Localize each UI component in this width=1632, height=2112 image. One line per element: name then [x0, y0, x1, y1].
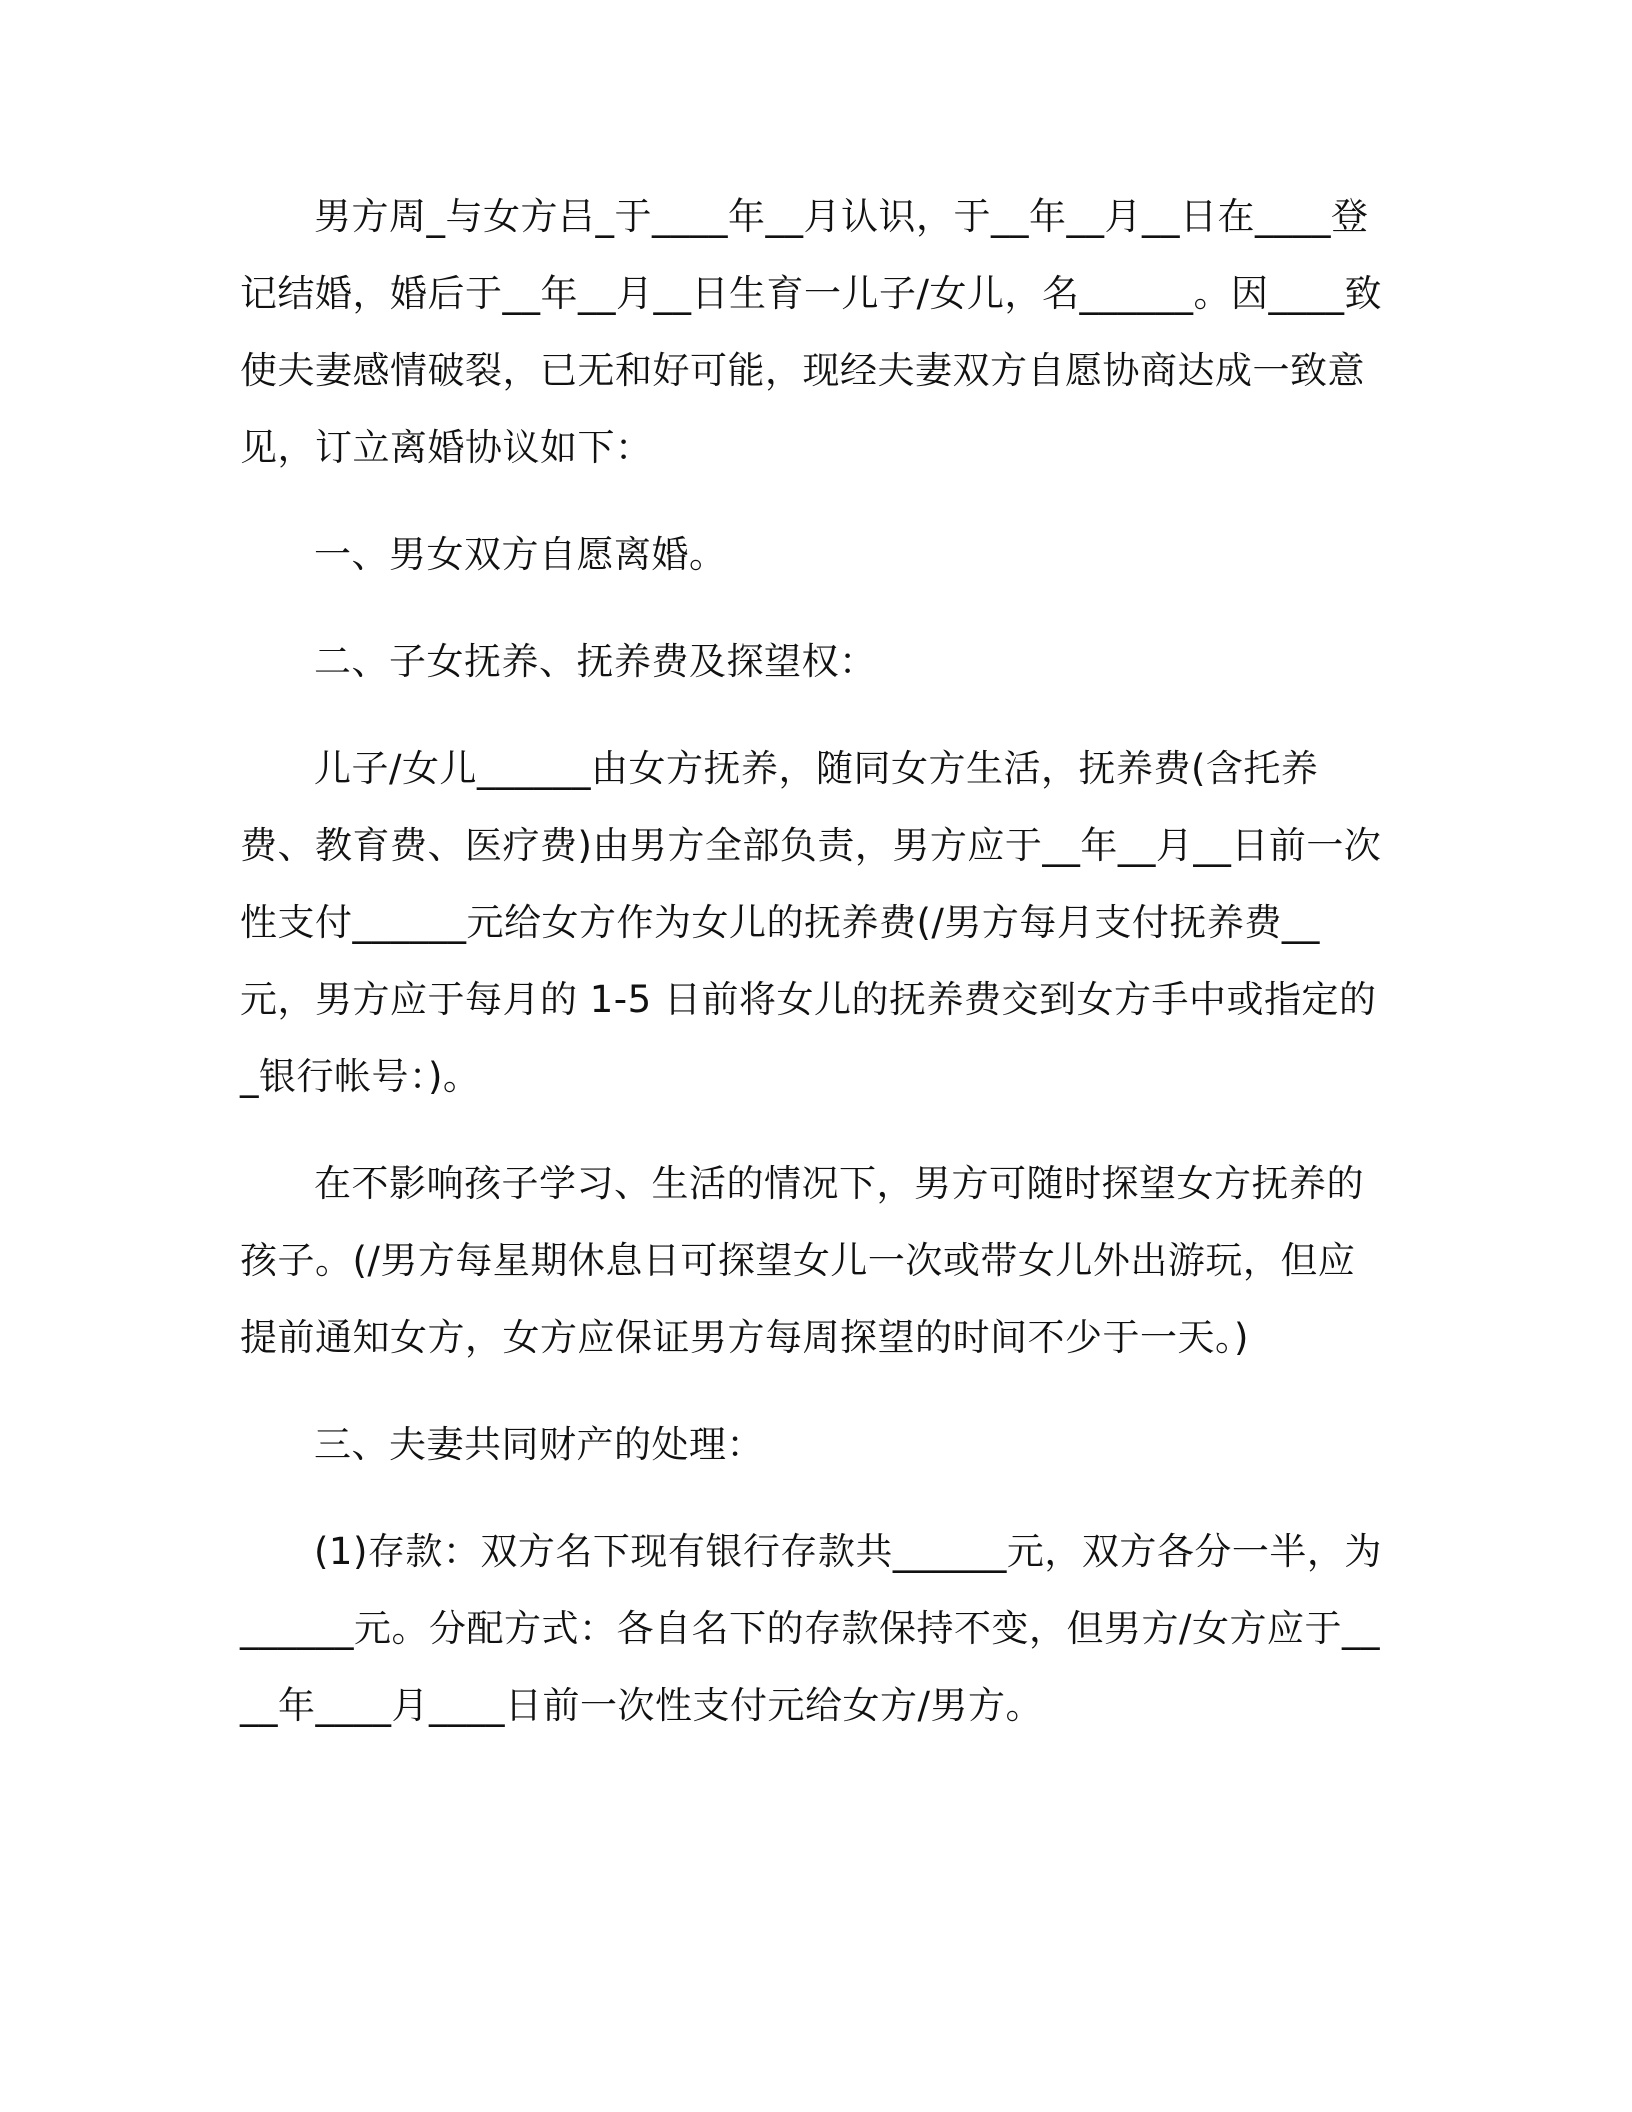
paragraph-clause-3-heading: 三、夫妻共同财产的处理： — [314, 1423, 764, 1466]
paragraph-visitation: 在不影响孩子学习、生活的情况下，男方可随时探望女方抚养的孩子。(/男方每星期休息日可探望女儿一次或带女儿外出游玩，但应提前通知女方，女方应保证男方每周探望的时间不少于一天。) — [240, 1162, 1364, 1359]
paragraph-intro: 男方周_与女方吕_于____年__月认识，于__年__月__日在____登记结婚，婚后于__年__月__日生育一儿子/女儿，名______。因____致使夫妻感情破裂，已无和好可能，现经夫妻双方自愿协商达成一致意见，订立离婚协议如下： — [240, 195, 1382, 469]
document-body — [240, 178, 1390, 1774]
paragraph-savings: (1)存款：双方名下现有银行存款共______元，双方各分一半，为______元。分配方式：各自名下的存款保持不变，但男方/女方应于____年____月____日前一次性支付元给女方/男方。 — [240, 1530, 1382, 1727]
paragraph-clause-2-heading: 二、子女抚养、抚养费及探望权： — [314, 640, 877, 683]
paragraph-clause-1: 一、男女双方自愿离婚。 — [314, 533, 727, 576]
paragraph-child-support: 儿子/女儿______由女方抚养，随同女方生活，抚养费(含托养费、教育费、医疗费)由男方全部负责，男方应于__年__月__日前一次性支付______元给女方作为女儿的抚养费(/男方每月支付抚养费__元，男方应于每月的 1-5 日前将女儿的抚养费交到女方手中或指定的_银行帐号：)。 — [240, 747, 1382, 1098]
